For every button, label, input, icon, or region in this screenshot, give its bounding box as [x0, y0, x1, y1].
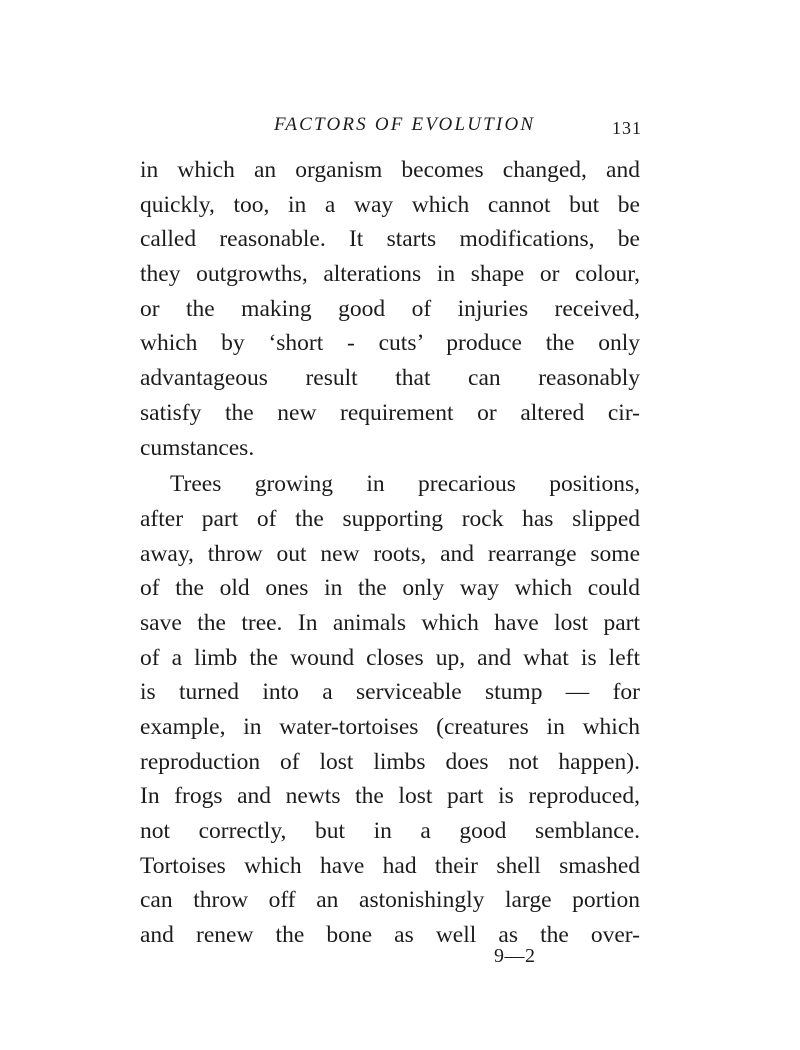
text-line: in which an organism becomes changed, and [140, 157, 640, 183]
text-line: they outgrowths, alterations in shape or colour, [140, 261, 640, 288]
text-line: quickly, too, in a way which cannot but be [140, 191, 640, 218]
text-line: which by ‘short - cuts’ produce the only [140, 330, 640, 357]
text-line: can throw off an astonishingly large portion [140, 887, 640, 914]
text-line: advantageous result that can reasonably [140, 365, 640, 392]
text-line: is turned into a serviceable stump — for [140, 679, 640, 706]
signature-mark: 9—2 [494, 945, 536, 967]
text-line: of the old ones in the only way which could [140, 575, 640, 602]
text-line: Trees growing in precarious positions, [170, 471, 640, 498]
text-line: cumstances. [140, 434, 255, 461]
text-line: satisfy the new requirement or altered cir- [140, 399, 640, 426]
text-line: and renew the bone as well as the over- [140, 922, 640, 949]
running-title: FACTORS OF EVOLUTION [274, 114, 536, 135]
text-line: called reasonable. It starts modifications, be [140, 226, 640, 253]
running-head [140, 112, 640, 144]
text-line: or the making good of injuries received, [140, 295, 640, 322]
text-line: not correctly, but in a good semblance. [140, 818, 640, 845]
text-line: away, throw out new roots, and rearrange some [140, 540, 640, 567]
text-line: save the tree. In animals which have lost part [140, 609, 640, 636]
text-line: of a limb the wound closes up, and what is left [140, 644, 640, 671]
page-number: 131 [612, 118, 642, 138]
text-line: reproduction of lost limbs does not happen). [140, 748, 640, 775]
text-line: In frogs and newts the lost part is reproduced, [140, 783, 640, 810]
text-line: after part of the supporting rock has slipped [140, 505, 640, 532]
text-line: example, in water-tortoises (creatures in which [140, 714, 640, 740]
body-text [140, 153, 640, 953]
text-line: Tortoises which have had their shell smashed [140, 852, 640, 879]
